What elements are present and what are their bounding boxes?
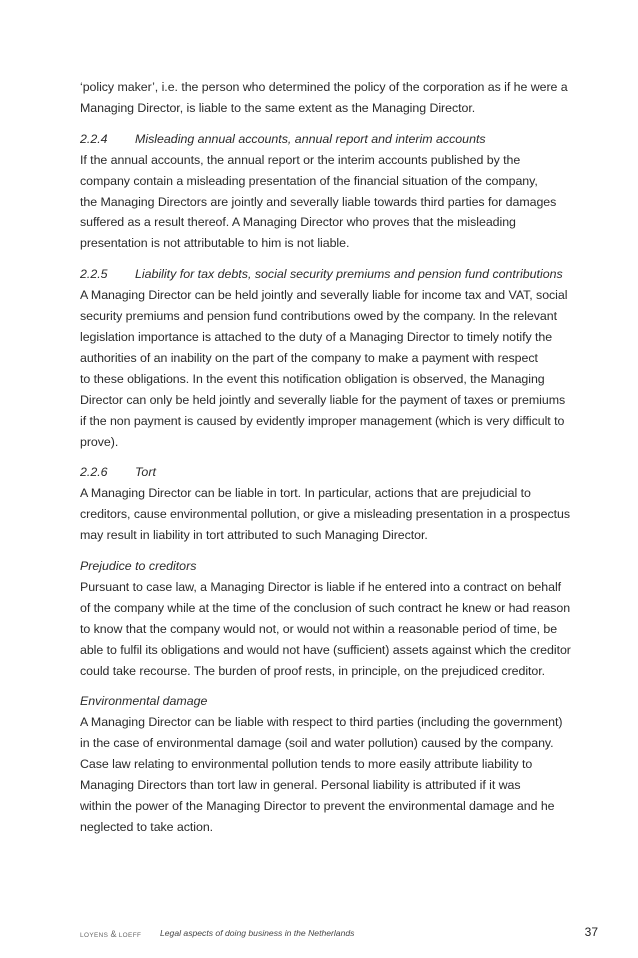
- section-number: 2.2.5: [80, 267, 108, 282]
- intro-paragraph: [80, 77, 580, 119]
- brand-logo: [80, 929, 141, 939]
- text-line: legislation importance is attached to the duty of a Managing Director to timely notify the: [80, 329, 553, 344]
- text-line: Director can only be held jointly and severally liable for the payment of taxes or premiums: [80, 392, 566, 407]
- section-heading: [80, 462, 580, 483]
- text-line: A Managing Director can be held jointly and severally liable for income tax and VAT, social: [80, 288, 568, 303]
- section-2-2-6: [80, 462, 580, 546]
- subsection-environmental-damage: [80, 691, 580, 837]
- section-title: Tort: [135, 465, 156, 480]
- section-title: Misleading annual accounts, annual report and interim accounts: [135, 131, 486, 146]
- subsection-title: Prejudice to creditors: [80, 559, 197, 574]
- text-line: to know that the company would not, or would not within a reasonable period of time, be: [80, 621, 558, 636]
- text-line: could take recourse. The burden of proof rests, in principle, on the prejudiced creditor.: [80, 663, 546, 678]
- section-heading: [80, 129, 580, 150]
- text-line: in the case of environmental damage (soil and water pollution) caused by the company.: [80, 736, 554, 751]
- subsection-prejudice-to-creditors: [80, 556, 580, 681]
- text-line: creditors, cause environmental pollution, or give a misleading presentation in a prospectus: [80, 507, 570, 522]
- text-line: Managing Directors than tort law in general. Personal liability is attributed if it was: [80, 778, 521, 793]
- text-line: Pursuant to case law, a Managing Director is liable if he entered into a contract on behalf: [80, 579, 562, 594]
- text-line: security premiums and pension fund contributions owed by the company. In the relevant: [80, 309, 557, 324]
- text-line: suffered as a result thereof. A Managing Director who proves that the misleading: [80, 215, 516, 230]
- text-line: presentation is not attributable to him is not liable.: [80, 236, 350, 251]
- text-line: of the company while at the time of the conclusion of such contract he knew or had reason: [80, 600, 571, 615]
- text-line: A Managing Director can be liable in tort. In particular, actions that are prejudicial to: [80, 486, 531, 501]
- text-line: authorities of an inability on the part of the company to make a payment with respect: [80, 350, 538, 365]
- page-number: 37: [584, 925, 598, 939]
- text-line: company contain a misleading presentation of the financial situation of the company,: [80, 173, 538, 188]
- text-line: Managing Director, is liable to the same extent as the Managing Director.: [80, 100, 476, 115]
- section-title: Liability for tax debts, social security premiums and pension fund contributions: [135, 267, 563, 282]
- brand-name-right: LOEFF: [118, 932, 142, 939]
- section-2-2-5: [80, 264, 580, 452]
- section-heading: [80, 264, 580, 285]
- text-line: the Managing Directors are jointly and severally liable towards third parties for damages: [80, 194, 557, 209]
- text-line: if the non payment is caused by evidently improper management (which is very difficult to: [80, 413, 565, 428]
- text-line: Case law relating to environmental pollution tends to more easily attribute liability to: [80, 757, 533, 772]
- text-line: able to fulfil its obligations and would not have (sufficient) assets against which the creditor: [80, 642, 571, 657]
- text-line: to these obligations. In the event this notification obligation is observed, the Managing: [80, 371, 545, 386]
- section-number: 2.2.4: [80, 131, 108, 146]
- text-line: A Managing Director can be liable with respect to third parties (including the government): [80, 715, 563, 730]
- text-line: prove).: [80, 434, 119, 449]
- section-number: 2.2.6: [80, 465, 108, 480]
- text-line: may result in liability in tort attributed to such Managing Director.: [80, 528, 428, 543]
- subsection-title: Environmental damage: [80, 694, 208, 709]
- brand-name-left: LOYENS: [80, 932, 109, 939]
- text-line: If the annual accounts, the annual report or the interim accounts published by the: [80, 152, 521, 167]
- text-line: neglected to take action.: [80, 819, 214, 834]
- brand-ampersand: &: [110, 929, 117, 939]
- page-body: [80, 77, 580, 838]
- text-line: ‘policy maker’, i.e. the person who determined the policy of the corporation as if he were a: [80, 80, 568, 94]
- page-footer: [80, 925, 598, 942]
- footer-title: Legal aspects of doing business in the Netherlands: [160, 928, 355, 938]
- section-2-2-4: [80, 129, 580, 254]
- text-line: within the power of the Managing Director to prevent the environmental damage and he: [80, 799, 555, 813]
